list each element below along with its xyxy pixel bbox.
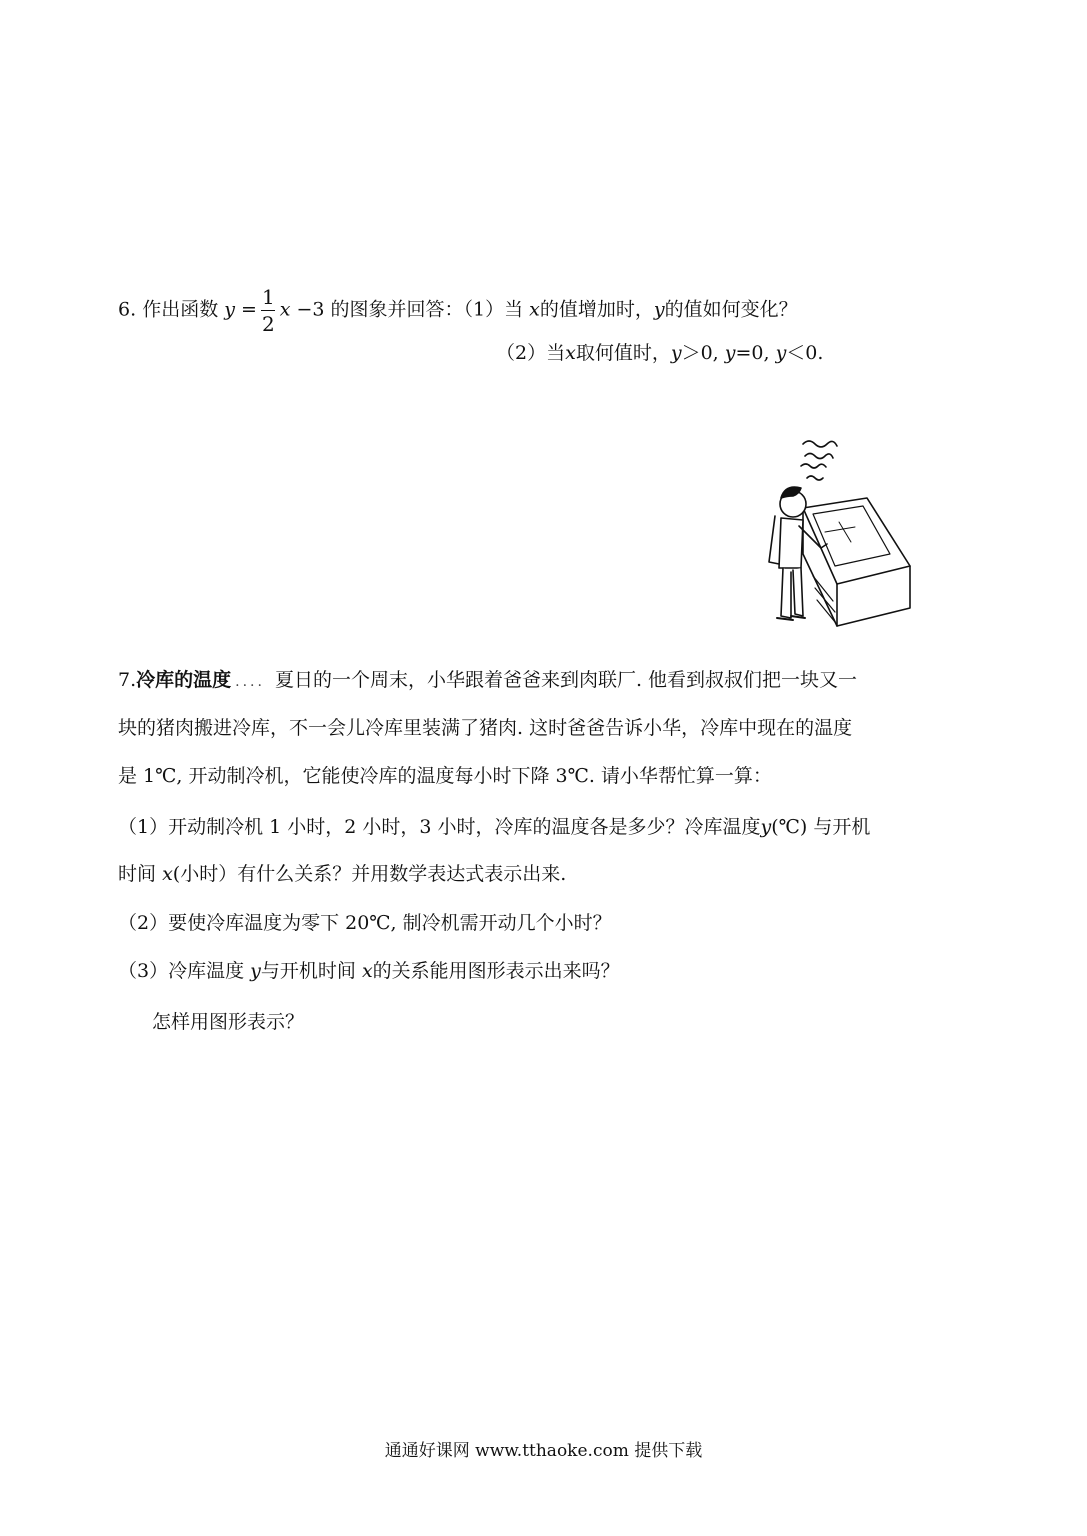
fraction-bar <box>261 310 275 311</box>
condition-text: ＜0. <box>786 342 824 364</box>
sub-question-text: 的关系能用图形表示出来吗？ <box>372 960 620 982</box>
condition-text: =0, <box>735 342 776 364</box>
sub-question-text: （1）开动制冷机 1 小时，2 小时，3 小时，冷库的温度各是多少？冷库温度 <box>118 816 761 838</box>
sub-question-2 <box>118 911 612 935</box>
sub-question-text: (℃) 与开机 <box>771 816 871 838</box>
variable-y: y <box>250 960 261 982</box>
sub-question-text: (小时）有什么关系？并用数学表达式表示出来. <box>172 863 567 885</box>
question-number: 6. <box>118 298 137 321</box>
fraction-one-half <box>260 287 277 334</box>
question-title: 冷库的温度 <box>136 669 232 691</box>
question-text: 的值如何变化？ <box>664 298 798 321</box>
emphasis-dots: .... <box>235 674 265 690</box>
variable-y: y <box>724 342 736 364</box>
fraction-denominator: 2 <box>261 312 275 336</box>
question-text: 的值增加时， <box>539 298 654 321</box>
question-text: −3 的图象并回答：（1）当 <box>296 298 524 321</box>
condition-text: ＞0, <box>681 342 725 364</box>
question-7-line-1 <box>118 668 857 694</box>
variable-y: y <box>224 298 235 321</box>
sub-question-1-line-1 <box>118 815 870 839</box>
variable-x: x <box>565 342 576 364</box>
sub-question-text: （2）要使冷库温度为零下 20℃, 制冷机需开动几个小时？ <box>118 912 612 934</box>
paragraph-text: 夏日的一个周末，小华跟着爸爸来到肉联厂. 他看到叔叔们把一块又一 <box>274 669 858 691</box>
sub-question-text: 与开机时间 <box>260 960 356 982</box>
variable-x: x <box>361 960 373 982</box>
variable-y: y <box>670 342 682 364</box>
variable-x: x <box>529 298 540 321</box>
question-7-line-3 <box>118 764 772 788</box>
variable-y: y <box>760 816 772 838</box>
sub-question-text: 怎样用图形表示？ <box>152 1011 305 1033</box>
variable-x: x <box>162 863 173 885</box>
question-text: 作出函数 <box>142 298 219 321</box>
question-6-line-1 <box>118 287 798 334</box>
boy-at-freezer-illustration <box>755 436 915 628</box>
sub-question-text: 取何值时， <box>575 342 671 364</box>
variable-y: y <box>775 342 787 364</box>
question-number: 7. <box>118 669 137 691</box>
sub-question-1-line-2 <box>118 862 566 886</box>
page-footer <box>0 1436 1087 1461</box>
footer-text: 通通好课网 www.tthaoke.com 提供下载 <box>384 1441 703 1461</box>
question-7-line-2 <box>118 716 852 740</box>
sub-question-text: （3）冷库温度 <box>118 960 245 982</box>
paragraph-text: 是 1℃, 开动制冷机，它能使冷库的温度每小时下降 3℃. 请小华帮忙算一算： <box>118 765 772 787</box>
sub-question-3-line-1 <box>118 959 620 983</box>
sub-question-label: （2）当 <box>496 342 566 364</box>
paragraph-text: 块的猪肉搬进冷库，不一会儿冷库里装满了猪肉. 这时爸爸告诉小华，冷库中现在的温度 <box>118 717 853 739</box>
variable-x: x <box>279 298 291 321</box>
fraction-numerator: 1 <box>261 285 275 309</box>
question-6-line-2 <box>496 341 823 365</box>
sub-question-3-line-2 <box>152 1010 304 1034</box>
sub-question-text: 时间 <box>118 863 157 885</box>
equals-sign: = <box>241 298 257 321</box>
variable-y: y <box>653 298 665 321</box>
